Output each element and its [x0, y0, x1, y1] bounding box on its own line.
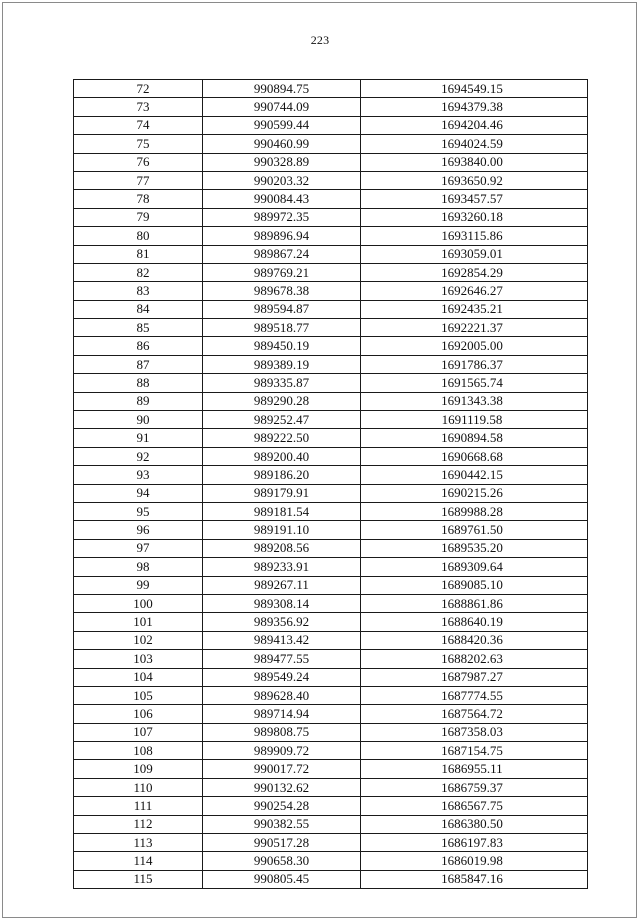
y-coordinate-cell: 1691119.58 [361, 411, 588, 429]
point-number-cell: 115 [74, 870, 203, 888]
x-coordinate-cell: 989769.21 [203, 263, 361, 281]
table-row [74, 190, 588, 208]
x-coordinate-cell: 990805.45 [203, 870, 361, 888]
x-coordinate-cell: 989200.40 [203, 447, 361, 465]
table-row [74, 778, 588, 796]
x-coordinate-cell: 989518.77 [203, 319, 361, 337]
table-row [74, 870, 588, 888]
x-coordinate-cell: 990517.28 [203, 834, 361, 852]
x-coordinate-cell: 989413.42 [203, 631, 361, 649]
point-number-cell: 76 [74, 153, 203, 171]
y-coordinate-cell: 1692221.37 [361, 319, 588, 337]
table-row [74, 98, 588, 116]
table-row [74, 411, 588, 429]
table-row [74, 337, 588, 355]
y-coordinate-cell: 1693650.92 [361, 171, 588, 189]
y-coordinate-cell: 1689535.20 [361, 539, 588, 557]
table-row [74, 797, 588, 815]
table-row [74, 668, 588, 686]
table-row [74, 742, 588, 760]
x-coordinate-cell: 989222.50 [203, 429, 361, 447]
x-coordinate-cell: 989549.24 [203, 668, 361, 686]
x-coordinate-cell: 989290.28 [203, 392, 361, 410]
y-coordinate-cell: 1693059.01 [361, 245, 588, 263]
table-row [74, 447, 588, 465]
point-number-cell: 94 [74, 484, 203, 502]
x-coordinate-cell: 989208.56 [203, 539, 361, 557]
x-coordinate-cell: 989267.11 [203, 576, 361, 594]
x-coordinate-cell: 989186.20 [203, 466, 361, 484]
point-number-cell: 104 [74, 668, 203, 686]
x-coordinate-cell: 989389.19 [203, 355, 361, 373]
table-row [74, 484, 588, 502]
y-coordinate-cell: 1687358.03 [361, 723, 588, 741]
point-number-cell: 88 [74, 374, 203, 392]
y-coordinate-cell: 1687564.72 [361, 705, 588, 723]
point-number-cell: 96 [74, 521, 203, 539]
table-row [74, 686, 588, 704]
table-row [74, 815, 588, 833]
point-number-cell: 80 [74, 227, 203, 245]
x-coordinate-cell: 989179.91 [203, 484, 361, 502]
x-coordinate-cell: 989356.92 [203, 613, 361, 631]
y-coordinate-cell: 1692646.27 [361, 282, 588, 300]
table-row [74, 760, 588, 778]
table-row [74, 80, 588, 98]
y-coordinate-cell: 1689761.50 [361, 521, 588, 539]
table-row [74, 153, 588, 171]
y-coordinate-cell: 1686955.11 [361, 760, 588, 778]
x-coordinate-cell: 989909.72 [203, 742, 361, 760]
point-number-cell: 101 [74, 613, 203, 631]
x-coordinate-cell: 989714.94 [203, 705, 361, 723]
x-coordinate-cell: 989896.94 [203, 227, 361, 245]
table-row [74, 319, 588, 337]
point-number-cell: 81 [74, 245, 203, 263]
x-coordinate-cell: 989335.87 [203, 374, 361, 392]
point-number-cell: 87 [74, 355, 203, 373]
x-coordinate-cell: 990132.62 [203, 778, 361, 796]
x-coordinate-cell: 990894.75 [203, 80, 361, 98]
x-coordinate-cell: 989191.10 [203, 521, 361, 539]
point-number-cell: 83 [74, 282, 203, 300]
table-row [74, 116, 588, 134]
y-coordinate-cell: 1688861.86 [361, 594, 588, 612]
point-number-cell: 106 [74, 705, 203, 723]
x-coordinate-cell: 990328.89 [203, 153, 361, 171]
table-row [74, 227, 588, 245]
point-number-cell: 112 [74, 815, 203, 833]
table-row [74, 834, 588, 852]
x-coordinate-cell: 989972.35 [203, 208, 361, 226]
x-coordinate-cell: 989450.19 [203, 337, 361, 355]
y-coordinate-cell: 1694549.15 [361, 80, 588, 98]
point-number-cell: 95 [74, 502, 203, 520]
point-number-cell: 108 [74, 742, 203, 760]
point-number-cell: 78 [74, 190, 203, 208]
y-coordinate-cell: 1691786.37 [361, 355, 588, 373]
table-row [74, 300, 588, 318]
y-coordinate-cell: 1691343.38 [361, 392, 588, 410]
point-number-cell: 107 [74, 723, 203, 741]
coordinates-table-body [74, 80, 588, 889]
x-coordinate-cell: 990744.09 [203, 98, 361, 116]
table-row [74, 392, 588, 410]
coordinates-table [73, 79, 588, 889]
table-row [74, 594, 588, 612]
x-coordinate-cell: 990084.43 [203, 190, 361, 208]
y-coordinate-cell: 1690894.58 [361, 429, 588, 447]
point-number-cell: 93 [74, 466, 203, 484]
y-coordinate-cell: 1689988.28 [361, 502, 588, 520]
point-number-cell: 105 [74, 686, 203, 704]
table-row [74, 502, 588, 520]
x-coordinate-cell: 989308.14 [203, 594, 361, 612]
table-row [74, 429, 588, 447]
y-coordinate-cell: 1687987.27 [361, 668, 588, 686]
table-row [74, 135, 588, 153]
y-coordinate-cell: 1686567.75 [361, 797, 588, 815]
x-coordinate-cell: 989867.24 [203, 245, 361, 263]
point-number-cell: 114 [74, 852, 203, 870]
x-coordinate-cell: 990017.72 [203, 760, 361, 778]
x-coordinate-cell: 989233.91 [203, 558, 361, 576]
table-row [74, 208, 588, 226]
y-coordinate-cell: 1694024.59 [361, 135, 588, 153]
table-row [74, 539, 588, 557]
y-coordinate-cell: 1689309.64 [361, 558, 588, 576]
x-coordinate-cell: 989477.55 [203, 650, 361, 668]
point-number-cell: 77 [74, 171, 203, 189]
x-coordinate-cell: 990203.32 [203, 171, 361, 189]
x-coordinate-cell: 989678.38 [203, 282, 361, 300]
y-coordinate-cell: 1688420.36 [361, 631, 588, 649]
point-number-cell: 85 [74, 319, 203, 337]
table-row [74, 852, 588, 870]
point-number-cell: 109 [74, 760, 203, 778]
table-row [74, 263, 588, 281]
page-number: 223 [310, 33, 330, 47]
point-number-cell: 99 [74, 576, 203, 594]
y-coordinate-cell: 1694204.46 [361, 116, 588, 134]
y-coordinate-cell: 1692005.00 [361, 337, 588, 355]
point-number-cell: 92 [74, 447, 203, 465]
table-row [74, 723, 588, 741]
y-coordinate-cell: 1693457.57 [361, 190, 588, 208]
y-coordinate-cell: 1694379.38 [361, 98, 588, 116]
y-coordinate-cell: 1690215.26 [361, 484, 588, 502]
point-number-cell: 73 [74, 98, 203, 116]
y-coordinate-cell: 1693260.18 [361, 208, 588, 226]
x-coordinate-cell: 989252.47 [203, 411, 361, 429]
table-row [74, 613, 588, 631]
table-row [74, 245, 588, 263]
table-row [74, 171, 588, 189]
y-coordinate-cell: 1686019.98 [361, 852, 588, 870]
table-row [74, 282, 588, 300]
point-number-cell: 110 [74, 778, 203, 796]
y-coordinate-cell: 1693840.00 [361, 153, 588, 171]
table-row [74, 576, 588, 594]
point-number-cell: 86 [74, 337, 203, 355]
point-number-cell: 89 [74, 392, 203, 410]
x-coordinate-cell: 990599.44 [203, 116, 361, 134]
y-coordinate-cell: 1688640.19 [361, 613, 588, 631]
y-coordinate-cell: 1690442.15 [361, 466, 588, 484]
x-coordinate-cell: 989181.54 [203, 502, 361, 520]
table-row [74, 631, 588, 649]
y-coordinate-cell: 1692854.29 [361, 263, 588, 281]
x-coordinate-cell: 990658.30 [203, 852, 361, 870]
y-coordinate-cell: 1687774.55 [361, 686, 588, 704]
y-coordinate-cell: 1691565.74 [361, 374, 588, 392]
y-coordinate-cell: 1686380.50 [361, 815, 588, 833]
x-coordinate-cell: 989808.75 [203, 723, 361, 741]
x-coordinate-cell: 989628.40 [203, 686, 361, 704]
point-number-cell: 100 [74, 594, 203, 612]
y-coordinate-cell: 1686197.83 [361, 834, 588, 852]
table-row [74, 521, 588, 539]
y-coordinate-cell: 1692435.21 [361, 300, 588, 318]
x-coordinate-cell: 989594.87 [203, 300, 361, 318]
point-number-cell: 84 [74, 300, 203, 318]
y-coordinate-cell: 1688202.63 [361, 650, 588, 668]
point-number-cell: 90 [74, 411, 203, 429]
point-number-cell: 91 [74, 429, 203, 447]
table-row [74, 650, 588, 668]
point-number-cell: 75 [74, 135, 203, 153]
table-row [74, 374, 588, 392]
x-coordinate-cell: 990382.55 [203, 815, 361, 833]
table-row [74, 705, 588, 723]
point-number-cell: 79 [74, 208, 203, 226]
x-coordinate-cell: 990460.99 [203, 135, 361, 153]
y-coordinate-cell: 1693115.86 [361, 227, 588, 245]
point-number-cell: 98 [74, 558, 203, 576]
point-number-cell: 113 [74, 834, 203, 852]
point-number-cell: 82 [74, 263, 203, 281]
point-number-cell: 111 [74, 797, 203, 815]
point-number-cell: 97 [74, 539, 203, 557]
point-number-cell: 103 [74, 650, 203, 668]
point-number-cell: 102 [74, 631, 203, 649]
x-coordinate-cell: 990254.28 [203, 797, 361, 815]
y-coordinate-cell: 1686759.37 [361, 778, 588, 796]
table-row [74, 355, 588, 373]
point-number-cell: 72 [74, 80, 203, 98]
table-row [74, 466, 588, 484]
y-coordinate-cell: 1690668.68 [361, 447, 588, 465]
table-row [74, 558, 588, 576]
y-coordinate-cell: 1687154.75 [361, 742, 588, 760]
y-coordinate-cell: 1689085.10 [361, 576, 588, 594]
y-coordinate-cell: 1685847.16 [361, 870, 588, 888]
point-number-cell: 74 [74, 116, 203, 134]
